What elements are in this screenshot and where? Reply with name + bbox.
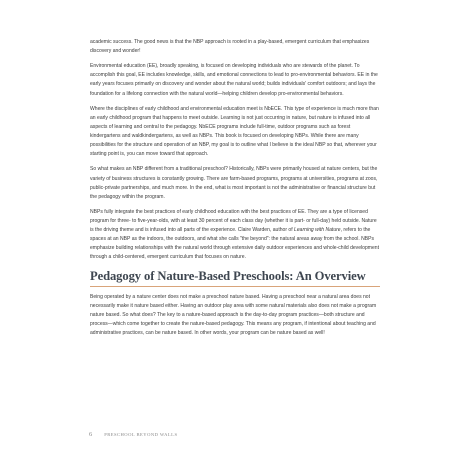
- book-title-italic: Learning with Nature: [294, 227, 341, 234]
- section-heading: Pedagogy of Nature-Based Preschools: An Overview: [90, 269, 366, 284]
- text-column: [90, 38, 380, 345]
- heading-divider: [90, 286, 380, 287]
- paragraph-intro-continuation: academic success. The good news is that the NBP approach is rooted in a play-based, emergent curriculum that emphasizes discovery and wonder!: [90, 39, 370, 55]
- running-head: PRESCHOOL BEYOND WALLS: [104, 431, 178, 437]
- paragraph-nbp-integration: [90, 208, 380, 262]
- paragraph-nbece-definition: Where the disciplines of early childhood and environmental education meet is NbECE. This type of experience is much more than an early childhood program that happens to meet outside. Learning is not just occurring in nature, but nature is infused into all aspects of learning and central to the pedagogy. NbECE programs include full-time, outdoor programs such as forest kindergartens and waldkindergartens, as well as NBPs. This book is focused on developing NBPs. While there are many possibilities for the structure and operation of an NBP, my goal is to outline what I believe is the ideal NBP so that, wherever your starting point is, you can move toward that approach.: [90, 105, 379, 158]
- paragraph-nbp-integration-part2: , refers to the spaces at an NBP as the indoors, the outdoors, and what she calls "the beyond": the natural areas away from the school. NBPs emphasize building relationships with the natural world through extensive daily outdoor experiences and whole-child development through a child-centered, emergent curriculum that focuses on nature.: [90, 227, 379, 261]
- paragraph-pedagogy-overview: Being operated by a nature center does not make a preschool nature based. Having a preschool near a natural area does not necessarily make it nature based either. Having an outdoor play area with some natural materials also does not make a program nature based. So what does? The key to a nature-based approach is the day-to-day program practices—both structure and process—which come together to create the nature-based pedagogy. This means any program, if intentional about teaching and administrative practices, can be nature based. In other words, your program can be nature based as well!: [90, 294, 377, 337]
- paragraph-nbp-integration-part1: NBPs fully integrate the best practices of early childhood education with the best practices of EE. They are a type of licensed program for three- to five-year-olds, with at least 30 percent of each class day (whether it is part- or full-day) held outside. Nature is the driving theme and is infused into all parts of the experience. Claire Warden, author of: [90, 208, 377, 234]
- page-footer: [89, 429, 177, 439]
- paragraph-nbp-difference: So what makes an NBP different from a traditional preschool? Historically, NBPs were primarily housed at nature centers, but the variety of business structures is constantly growing. There are farm-based programs, programs at universities, programs at zoos, public-private partnerships, and much more. In the end, what is most important is not the administrative or financial structure but the pedagogy within the program.: [90, 166, 378, 200]
- page-number: 6: [89, 430, 93, 438]
- paragraph-environmental-education: Environmental education (EE), broadly speaking, is focused on developing individuals who are stewards of the planet. To accomplish this goal, EE includes knowledge, skills, and emotional connections to lead to pro-environmental behaviors. EE in the early years focuses primarily on discovery and wonder about the natural world; builds individuals' comfort outdoors; and lays the foundation for a lifelong connection with the natural world—helping children develop pro-environmental behaviors.: [90, 63, 378, 97]
